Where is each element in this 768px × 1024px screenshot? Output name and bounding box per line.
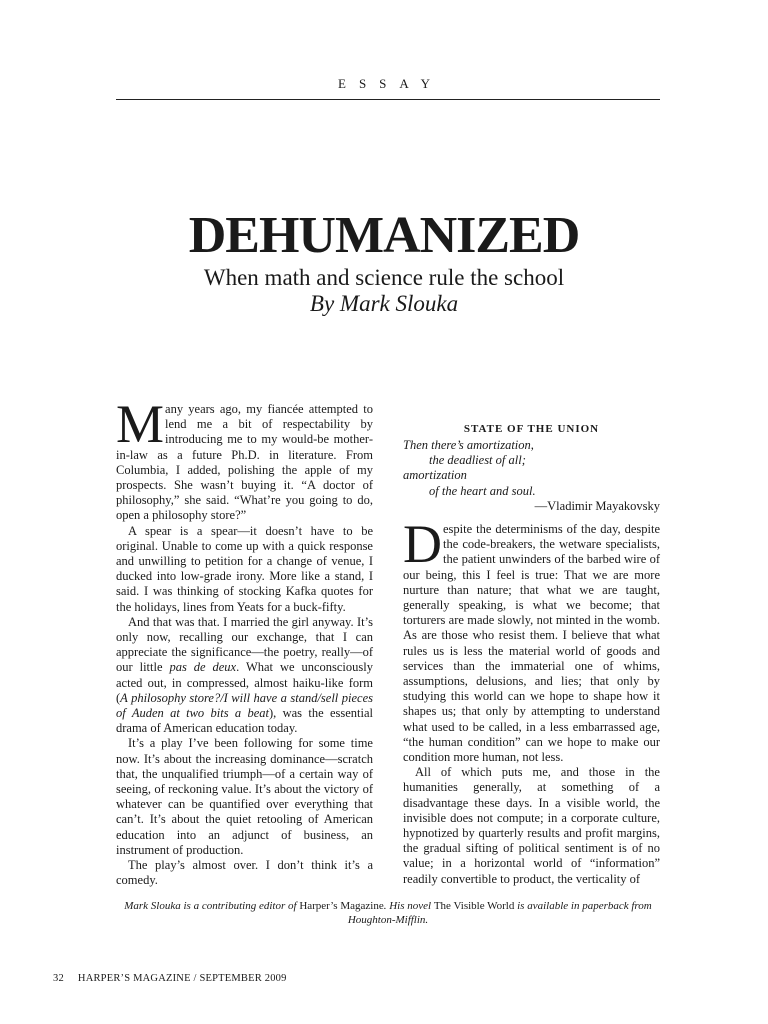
section-label: ESSAY xyxy=(338,76,443,91)
right-paragraph-2: All of which puts me, and those in the humanities generally, at something of a disadvantage these days. In a visible world, the invisible does not compute; in a corporate culture, hypnotized by quarterly results and profit margins, the gradual sifting of political sentiment is of no value; in a horizontal world of “information” readily convertible to product, the verticality of xyxy=(403,765,660,886)
page-number: 32 xyxy=(53,973,64,984)
epigraph-attribution: —Vladimir Mayakovsky xyxy=(534,498,660,513)
article-headline: DEHUMANIZED xyxy=(188,207,580,264)
paragraph-3-text-a: And that was that. I married the girl anyway. It’s only now, recalling our exchange, that I can appreciate the significance—the poetry, really—of our little xyxy=(116,614,373,675)
page-folio xyxy=(53,973,287,984)
poem-line-1: Then there’s amortization, xyxy=(403,438,534,452)
paragraph-3 xyxy=(116,615,373,737)
paragraph-3-emphasis-2: A philosophy store?/I will have a stand/sell pieces of Auden at two bits a beat xyxy=(116,690,373,721)
publication-line: HARPER’S MAGAZINE / SEPTEMBER 2009 xyxy=(77,973,287,984)
paragraph-1 xyxy=(116,394,373,524)
drop-cap-m: M xyxy=(116,394,165,454)
right-column xyxy=(403,422,660,887)
right-paragraph-1 xyxy=(403,514,660,765)
paragraph-3-text-b: . What we unconsciously acted out, in compressed, almost haiku-like form ( xyxy=(116,660,373,705)
right-paragraph-1-text: espite the determinisms of the day, despite the code-breakers, the wetware specialists, the patient unwinders of the barbed wire of our being, this I feel is true: That we are more nurture than nature; that what we are taught, generally speaking, is what we become; that torturers are made slowly, not minted in the womb. As are those who resist them. I believe that what rules us is less the material world of goods and services than the immaterial one of whims, assumptions, delusions, and lies; that only by studying this world can we hope to shape how it shapes us; that only by attempting to understand what used to be called, in a less embarrassed age, “the human condition” can we hope to make our condition more human, not less. xyxy=(403,522,660,765)
article-deck: When math and science rule the school xyxy=(203,265,565,290)
footnote-part-5: is available in paperback from Houghton-Mifflin. xyxy=(347,900,652,926)
footnote-magazine: Harper’s Magazine xyxy=(299,900,384,912)
paragraph-5: The play’s almost over. I don’t think it’s a comedy. xyxy=(116,858,373,888)
article-byline: By Mark Slouka xyxy=(309,291,459,316)
paragraph-3-emphasis-1: pas de deux xyxy=(169,660,237,675)
epigraph-poem xyxy=(403,438,660,499)
epigraph-title: STATE OF THE UNION xyxy=(463,423,600,435)
poem-line-4: of the heart and soul. xyxy=(429,483,536,498)
poem-line-3: amortization xyxy=(403,468,467,483)
drop-cap-d: D xyxy=(403,514,442,575)
footnote-part-1: Mark Slouka is a contributing editor of xyxy=(124,900,300,912)
paragraph-3-text-c: ), was the essential drama of American education today. xyxy=(116,706,373,736)
footnote-part-3: . His novel xyxy=(383,900,434,912)
paragraph-2: A spear is a spear—it doesn’t have to be original. Unable to come up with a quick response and unwilling to petition for a change of venue, I ducked into low-grade irony. More like a stand, I said. I was thinking of stocking Kafka quotes for the holidays, lines from Yeats for a buck-fifty. xyxy=(116,523,373,614)
paragraph-1-text: any years ago, my fiancée attempted to lend me a bit of respectability by introducing me to my would-be mother-in-law as a future Ph.D. in literature. From Columbia, I added, polishing the apple of my prospects. She wasn’t buying it. “A doctor of philosophy,” she said. “What’re you going to do, open a philosophy store?” xyxy=(116,402,373,523)
header-rule xyxy=(116,99,660,100)
left-column xyxy=(116,394,373,889)
author-footnote xyxy=(116,899,660,927)
paragraph-4: It’s a play I’ve been following for some time now. It’s about the increasing dominance—scratch that, the unqualified triumph—of a certain way of seeing, of reckoning value. It’s about the victory of whatever can be quantified over everything that can’t. It’s about the quiet retooling of American education into an adjunct of business, an instrument of production. xyxy=(116,736,373,857)
poem-line-2: the deadliest of all; xyxy=(429,453,526,468)
footnote-novel-title: The Visible World xyxy=(433,900,515,912)
